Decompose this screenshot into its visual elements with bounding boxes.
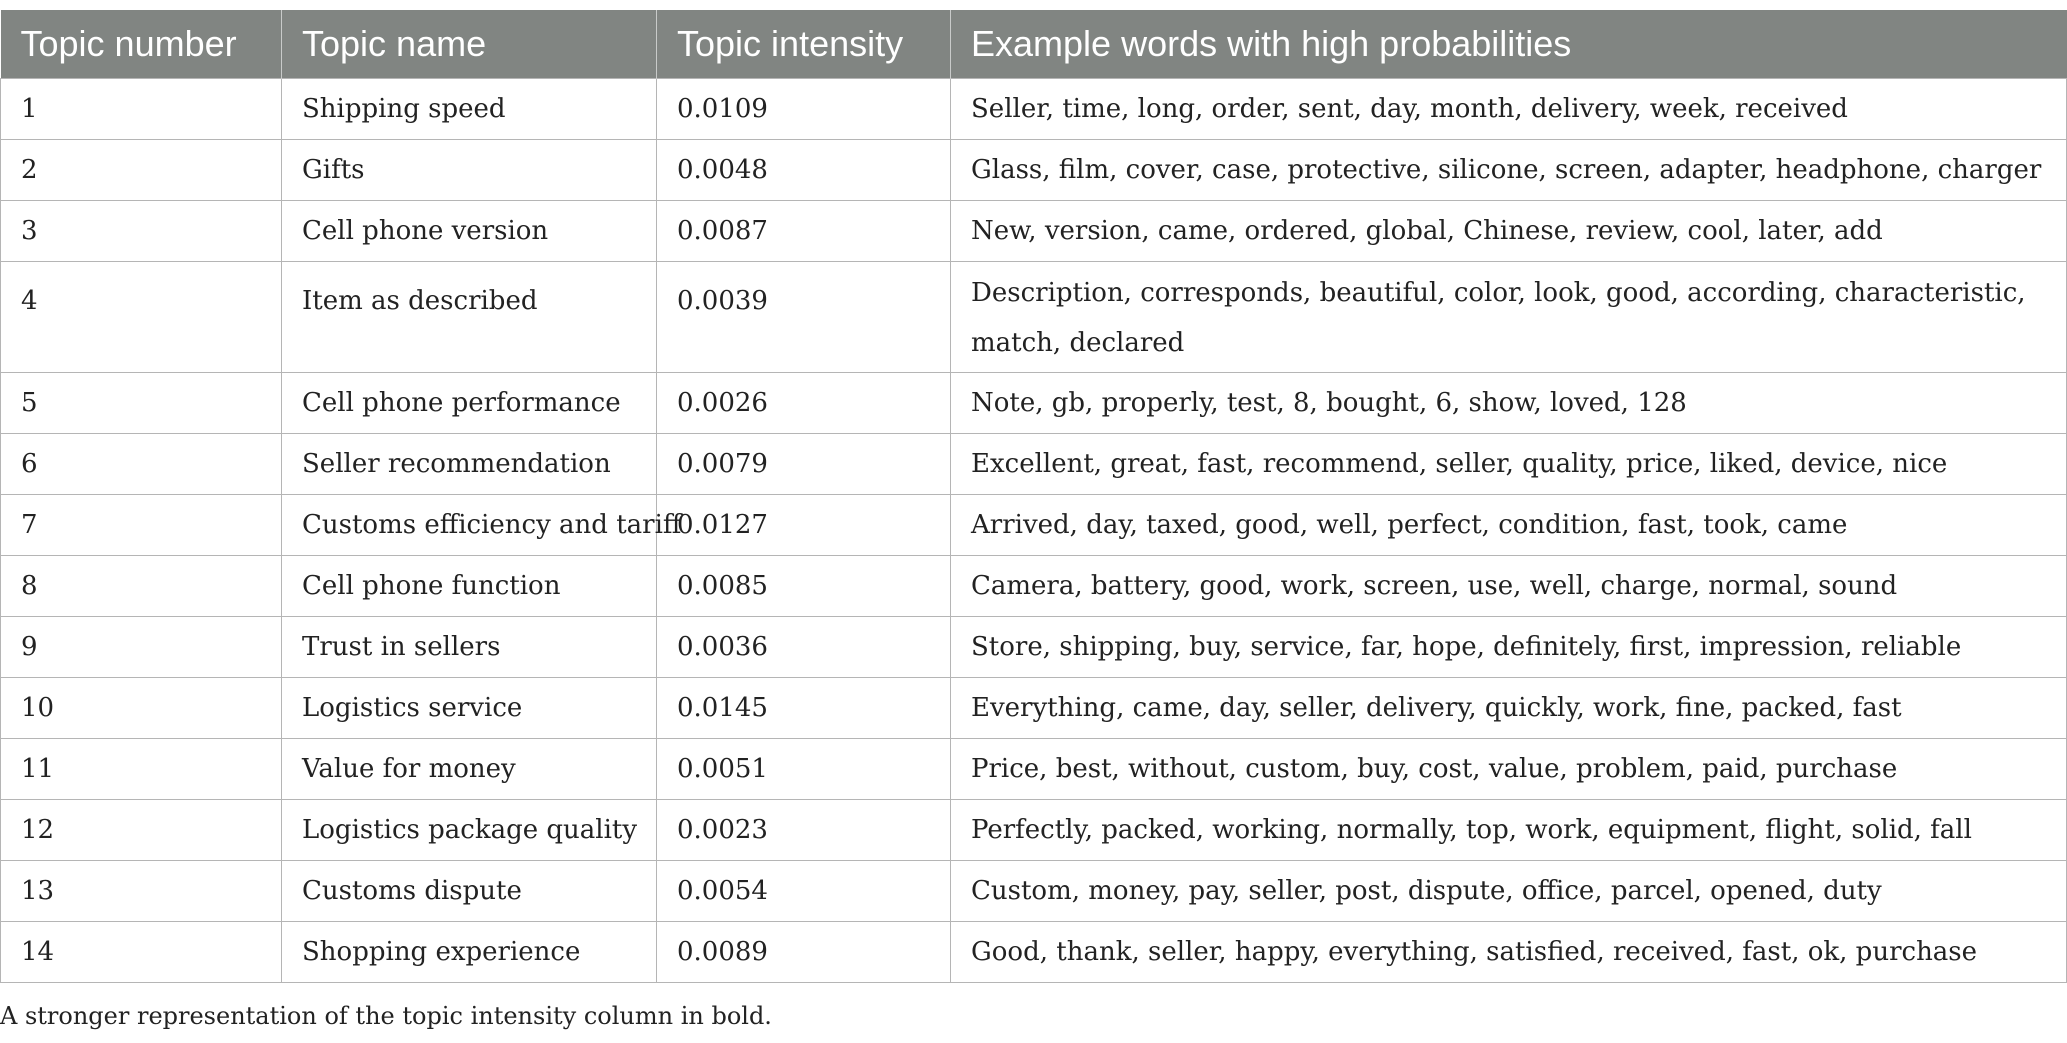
- cell-topic-number: 11: [1, 739, 282, 800]
- cell-topic-intensity: 0.0036: [657, 617, 951, 678]
- cell-topic-number: 13: [1, 861, 282, 922]
- cell-topic-number: 3: [1, 201, 282, 262]
- cell-topic-intensity: 0.0089: [657, 922, 951, 983]
- cell-topic-name: Shopping experience: [282, 922, 657, 983]
- cell-topic-number: 2: [1, 140, 282, 201]
- header-example-words: Example words with high probabilities: [951, 10, 2067, 79]
- table-row: [1, 79, 2067, 140]
- cell-topic-name: Value for money: [282, 739, 657, 800]
- cell-topic-intensity: 0.0087: [657, 201, 951, 262]
- table-row: [1, 434, 2067, 495]
- cell-example-words: Price, best, without, custom, buy, cost, value, problem, paid, purchase: [951, 739, 2067, 800]
- table-body: [1, 79, 2067, 983]
- cell-topic-intensity: 0.0145: [657, 678, 951, 739]
- table-row: [1, 800, 2067, 861]
- cell-topic-name: Logistics package quality: [282, 800, 657, 861]
- cell-example-words: Perfectly, packed, working, normally, top, work, equipment, flight, solid, fall: [951, 800, 2067, 861]
- cell-example-words: Note, gb, properly, test, 8, bought, 6, show, loved, 128: [951, 373, 2067, 434]
- table-row: [1, 373, 2067, 434]
- cell-example-words: Store, shipping, buy, service, far, hope, definitely, first, impression, reliable: [951, 617, 2067, 678]
- header-topic-intensity: Topic intensity: [657, 10, 951, 79]
- table-row: [1, 617, 2067, 678]
- table-row: [1, 739, 2067, 800]
- cell-topic-intensity: 0.0085: [657, 556, 951, 617]
- cell-topic-intensity: 0.0023: [657, 800, 951, 861]
- table-row: [1, 262, 2067, 373]
- topic-table-container: [0, 10, 2066, 983]
- table-row: [1, 495, 2067, 556]
- cell-topic-number: 6: [1, 434, 282, 495]
- cell-topic-name: Trust in sellers: [282, 617, 657, 678]
- cell-example-words: Seller, time, long, order, sent, day, month, delivery, week, received: [951, 79, 2067, 140]
- cell-example-words: Custom, money, pay, seller, post, dispute, office, parcel, opened, duty: [951, 861, 2067, 922]
- cell-topic-intensity: 0.0079: [657, 434, 951, 495]
- cell-topic-number: 14: [1, 922, 282, 983]
- cell-topic-name: Item as described: [282, 262, 657, 373]
- cell-topic-intensity: 0.0026: [657, 373, 951, 434]
- table-footnote: A stronger representation of the topic intensity column in bold.: [0, 1002, 772, 1030]
- cell-topic-number: 4: [1, 262, 282, 373]
- cell-topic-name: Seller recommendation: [282, 434, 657, 495]
- table-header: [1, 10, 2067, 79]
- table-row: [1, 678, 2067, 739]
- cell-topic-number: 8: [1, 556, 282, 617]
- cell-topic-name: Gifts: [282, 140, 657, 201]
- header-topic-number: Topic number: [1, 10, 282, 79]
- header-topic-name: Topic name: [282, 10, 657, 79]
- cell-example-words: New, version, came, ordered, global, Chinese, review, cool, later, add: [951, 201, 2067, 262]
- cell-topic-name: Cell phone version: [282, 201, 657, 262]
- cell-example-words: Camera, battery, good, work, screen, use, well, charge, normal, sound: [951, 556, 2067, 617]
- cell-topic-name: Cell phone function: [282, 556, 657, 617]
- cell-topic-name: Shipping speed: [282, 79, 657, 140]
- cell-example-words: Good, thank, seller, happy, everything, satisfied, received, fast, ok, purchase: [951, 922, 2067, 983]
- cell-topic-intensity: 0.0048: [657, 140, 951, 201]
- cell-topic-number: 12: [1, 800, 282, 861]
- cell-topic-intensity: 0.0054: [657, 861, 951, 922]
- header-row: [1, 10, 2067, 79]
- cell-example-words: Everything, came, day, seller, delivery, quickly, work, fine, packed, fast: [951, 678, 2067, 739]
- cell-example-words: Arrived, day, taxed, good, well, perfect, condition, fast, took, came: [951, 495, 2067, 556]
- table-row: [1, 861, 2067, 922]
- cell-topic-name: Cell phone performance: [282, 373, 657, 434]
- cell-topic-number: 9: [1, 617, 282, 678]
- table-row: [1, 922, 2067, 983]
- cell-example-words: Description, corresponds, beautiful, color, look, good, according, characteristic, match, declared: [951, 262, 2067, 373]
- cell-topic-intensity: 0.0039: [657, 262, 951, 373]
- cell-topic-number: 7: [1, 495, 282, 556]
- cell-topic-intensity: 0.0051: [657, 739, 951, 800]
- cell-topic-intensity: 0.0109: [657, 79, 951, 140]
- cell-example-words: Glass, film, cover, case, protective, silicone, screen, adapter, headphone, charger: [951, 140, 2067, 201]
- topic-table: [0, 10, 2067, 983]
- cell-topic-number: 10: [1, 678, 282, 739]
- table-row: [1, 201, 2067, 262]
- cell-topic-name: Customs dispute: [282, 861, 657, 922]
- cell-topic-number: 1: [1, 79, 282, 140]
- cell-topic-name: Customs efficiency and tariff: [282, 495, 657, 556]
- table-row: [1, 556, 2067, 617]
- cell-topic-name: Logistics service: [282, 678, 657, 739]
- cell-topic-number: 5: [1, 373, 282, 434]
- cell-topic-intensity: 0.0127: [657, 495, 951, 556]
- table-row: [1, 140, 2067, 201]
- cell-example-words: Excellent, great, fast, recommend, seller, quality, price, liked, device, nice: [951, 434, 2067, 495]
